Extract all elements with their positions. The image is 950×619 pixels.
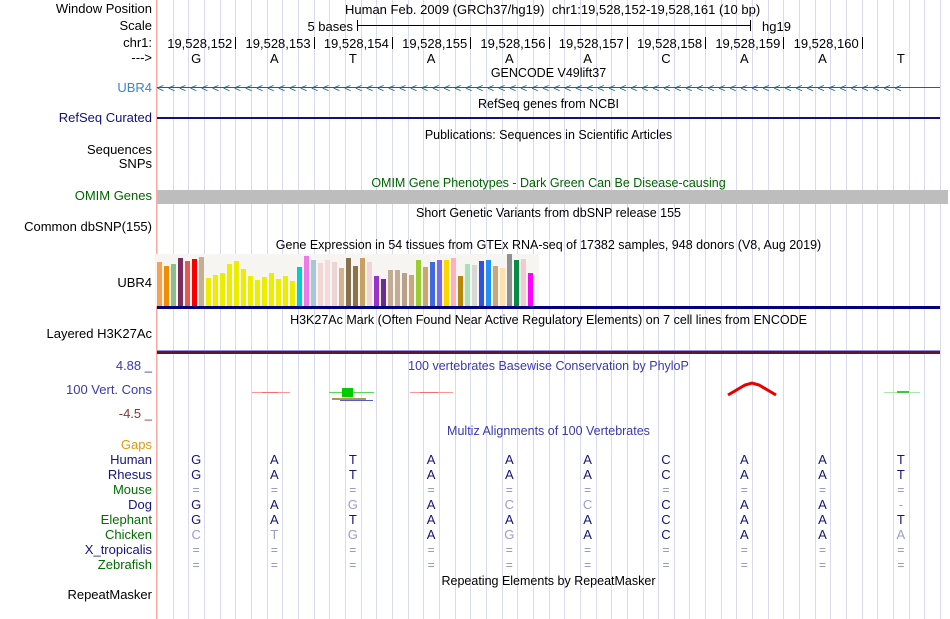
alignment-base: A (426, 512, 436, 527)
alignment-base: C (661, 512, 671, 527)
omim-track-title[interactable]: OMIM Gene Phenotypes - Dark Green Can Be Disease-causing (371, 176, 726, 190)
species-label-mouse[interactable]: Mouse (112, 482, 152, 497)
alignment-base: = (349, 543, 357, 557)
alignment-base: = (270, 558, 278, 572)
alignment-base: = (505, 483, 513, 497)
alignment-base: = (818, 543, 827, 557)
coordinate-tick (705, 37, 706, 49)
gtex-bar[interactable] (157, 262, 162, 306)
coordinate-number: 19,528,160 (793, 36, 859, 51)
coordinate-tick (783, 37, 784, 49)
refseq-track-title[interactable]: RefSeq genes from NCBI (477, 97, 620, 111)
alignment-base: C (582, 497, 593, 512)
alignment-base: = (740, 483, 748, 497)
gtex-bar[interactable] (304, 256, 309, 306)
alignment-base: C (661, 467, 671, 482)
alignment-base: A (818, 467, 827, 482)
alignment-base: = (818, 558, 827, 572)
sequence-base: A (818, 51, 827, 66)
gtex-gene-baseline[interactable] (157, 306, 940, 309)
alignment-base: A (426, 467, 436, 482)
alignment-base: T (896, 452, 905, 467)
sequence-base: A (426, 51, 436, 66)
alignment-base: A (739, 467, 749, 482)
gtex-bar[interactable] (276, 279, 281, 306)
scale-value: 5 bases (307, 19, 353, 34)
gtex-bar[interactable] (465, 264, 470, 306)
alignment-base: = (662, 558, 670, 572)
gtex-bar[interactable] (423, 267, 428, 306)
sequence-base: T (896, 51, 905, 66)
species-label-elephant[interactable]: Elephant (100, 512, 152, 527)
alignment-base: = (192, 483, 200, 497)
gtex-gene-label[interactable]: UBR4 (117, 275, 152, 290)
alignment-base: = (740, 543, 748, 557)
alignment-base: A (504, 452, 514, 467)
gtex-bar[interactable] (395, 270, 400, 306)
alignment-base: T (348, 512, 357, 527)
phylop-line-mark (420, 392, 438, 393)
alignment-base: G (347, 527, 358, 542)
alignment-base: A (270, 467, 279, 482)
alignment-base: G (191, 497, 202, 512)
omim-genes-label[interactable]: OMIM Genes (74, 188, 152, 203)
alignment-base: = (349, 558, 357, 572)
gencode-track-title[interactable]: GENCODE V49lift37 (490, 66, 607, 80)
alignment-base: = (584, 543, 592, 557)
alignment-base: = (349, 483, 357, 497)
alignment-base: G (191, 452, 202, 467)
gtex-bar[interactable] (241, 269, 246, 306)
gtex-bar[interactable] (171, 264, 176, 306)
alignment-base: A (583, 512, 592, 527)
coordinate-tick (470, 37, 471, 49)
alignment-base: A (504, 512, 514, 527)
window-position-label: Window Position (55, 1, 152, 16)
gtex-bar[interactable] (255, 280, 260, 306)
coordinate-tick (235, 37, 236, 49)
coordinate-number: 19,528,159 (715, 36, 781, 51)
phylop-min-value: -4.5 _ (118, 406, 152, 421)
alignment-base: A (818, 512, 827, 527)
sequence-base: C (661, 51, 671, 66)
sequence-base: A (739, 51, 749, 66)
alignment-base: T (896, 467, 905, 482)
alignment-base: C (191, 527, 201, 542)
assembly-tag: hg19 (762, 19, 791, 34)
gtex-bar[interactable] (353, 266, 358, 306)
alignment-base: A (270, 512, 279, 527)
alignment-base: A (818, 497, 827, 512)
alignment-base: = (270, 543, 278, 557)
gtex-bar[interactable] (164, 266, 169, 306)
alignment-base: G (504, 527, 515, 542)
sequence-base: A (504, 51, 514, 66)
species-label-chicken[interactable]: Chicken (105, 527, 152, 542)
omim-gene-bar[interactable] (157, 190, 948, 204)
gtex-bar[interactable] (206, 278, 211, 306)
coordinate-tick (392, 37, 393, 49)
gtex-bar[interactable] (185, 261, 190, 306)
alignment-base: T (270, 527, 279, 542)
gtex-bar[interactable] (269, 273, 274, 306)
alignment-base: = (584, 558, 592, 572)
alignment-base: T (896, 512, 905, 527)
gtex-bar[interactable] (500, 268, 505, 306)
gtex-bar[interactable] (297, 267, 302, 306)
gtex-bar[interactable] (339, 268, 344, 306)
alignment-base: = (897, 558, 905, 572)
gtex-bar[interactable] (367, 262, 372, 306)
gtex-bar[interactable] (507, 254, 512, 306)
publications-track-title[interactable]: Publications: Sequences in Scientific Articles (424, 128, 673, 142)
coordinate-tick (862, 37, 863, 49)
gtex-bar[interactable] (213, 275, 218, 306)
alignment-base: G (191, 512, 202, 527)
coordinate-number: 19,528,152 (167, 36, 233, 51)
alignment-base: = (427, 558, 435, 572)
gtex-bar[interactable] (227, 264, 232, 306)
phylop-line-mark (262, 392, 278, 393)
gtex-bar[interactable] (346, 258, 351, 306)
species-label-rhesus[interactable]: Rhesus (107, 467, 152, 482)
alignment-base: G (191, 467, 202, 482)
gtex-bar[interactable] (458, 276, 463, 306)
snps-label[interactable]: SNPs (118, 156, 152, 171)
coordinate-number: 19,528,154 (323, 36, 389, 51)
gtex-bar[interactable] (290, 281, 295, 306)
chrom-label: chr1: (123, 35, 152, 50)
alignment-base: = (192, 543, 200, 557)
gencode-gene-label[interactable]: UBR4 (117, 80, 152, 95)
alignment-base: A (739, 527, 749, 542)
assembly-title: Human Feb. 2009 (GRCh37/hg19) (345, 2, 545, 17)
alignment-base: A (739, 452, 749, 467)
alignment-base: A (896, 527, 906, 542)
refseq-gene-line[interactable] (157, 117, 940, 119)
gtex-bar[interactable] (192, 259, 197, 306)
gtex-bar[interactable] (409, 275, 414, 306)
phylop-block-mark (342, 388, 353, 397)
alignment-base: C (661, 497, 671, 512)
alignment-base: A (583, 452, 592, 467)
refseq-curated-label[interactable]: RefSeq Curated (58, 110, 152, 125)
alignment-base: A (583, 467, 592, 482)
species-label-human[interactable]: Human (110, 452, 152, 467)
sequence-base: G (191, 51, 202, 66)
alignment-base: - (898, 497, 904, 512)
gtex-bar[interactable] (437, 260, 442, 306)
alignment-base: A (270, 497, 279, 512)
gtex-bar[interactable] (332, 262, 337, 306)
repeatmasker-label[interactable]: RepeatMasker (67, 587, 152, 602)
alignment-base: = (505, 543, 513, 557)
gtex-bar[interactable] (493, 266, 498, 306)
gtex-bar[interactable] (479, 261, 484, 306)
gtex-bar[interactable] (283, 276, 288, 306)
repeatmasker-track-title[interactable]: Repeating Elements by RepeatMasker (441, 574, 656, 588)
h3k27ac-label[interactable]: Layered H3K27Ac (46, 326, 152, 341)
alignment-base: G (347, 497, 358, 512)
alignment-base: C (504, 497, 514, 512)
gtex-bar[interactable] (416, 260, 421, 306)
gtex-bar[interactable] (514, 260, 519, 306)
sequence-base: T (348, 51, 357, 66)
phylop-track-title[interactable]: 100 vertebrates Basewise Conservation by PhyloP (408, 359, 689, 373)
base-position-gridline (940, 0, 941, 619)
phylop-line-mark (340, 400, 373, 401)
alignment-base: = (662, 483, 670, 497)
scale-bar-tick-left (357, 20, 358, 31)
coordinate-tick (314, 37, 315, 49)
phylop-label[interactable]: 100 Vert. Cons (66, 382, 152, 397)
sequences-label[interactable]: Sequences (86, 142, 152, 157)
gtex-bar[interactable] (430, 262, 435, 306)
alignment-base: A (583, 527, 592, 542)
gtex-bar[interactable] (234, 261, 239, 306)
alignment-base: = (740, 558, 748, 572)
alignment-base: A (818, 452, 827, 467)
phylop-peak-caret (726, 380, 778, 397)
multiz-track-title[interactable]: Multiz Alignments of 100 Vertebrates (447, 424, 650, 438)
phylop-line-mark (897, 391, 909, 393)
sequence-base: A (270, 51, 279, 66)
gtex-bar[interactable] (472, 265, 477, 306)
alignment-base: = (897, 483, 905, 497)
alignment-base: = (662, 543, 670, 557)
dbsnp-track-title[interactable]: Short Genetic Variants from dbSNP release 155 (416, 206, 681, 220)
gtex-bar[interactable] (199, 257, 204, 306)
alignment-base: T (348, 467, 357, 482)
gtex-bar[interactable] (381, 279, 386, 306)
alignment-base: A (426, 452, 436, 467)
gtex-bar[interactable] (388, 270, 393, 306)
gencode-strand-arrows[interactable]: <<<<<<<<<<<<<<<<<<<<<<<<<<<<<<<<<<<<<<<<<<<<<<<<<<<<<<<<<<<<<<<<<<<< (157, 81, 906, 95)
gtex-bar[interactable] (311, 260, 316, 306)
alignment-base: C (661, 452, 671, 467)
gtex-bar[interactable] (178, 258, 183, 306)
gtex-bar[interactable] (486, 260, 491, 306)
alignment-base: = (584, 483, 592, 497)
alignment-base: A (270, 452, 279, 467)
strand-direction-label[interactable]: ---> (131, 50, 152, 65)
gtex-bar[interactable] (521, 259, 526, 306)
species-label-x_tropicalis[interactable]: X_tropicalis (84, 542, 152, 557)
gtex-bar[interactable] (528, 273, 533, 306)
gtex-bar[interactable] (325, 260, 330, 306)
scale-label: Scale (119, 18, 152, 33)
alignment-base: = (427, 483, 435, 497)
sequence-base: A (583, 51, 592, 66)
coordinate-number: 19,528,155 (402, 36, 468, 51)
gtex-bar[interactable] (451, 258, 456, 306)
gtex-track-title[interactable]: Gene Expression in 54 tissues from GTEx RNA-seq of 17382 samples, 948 donors (V8, Aug 2019) (275, 238, 822, 252)
alignment-base: A (426, 527, 436, 542)
alignment-base: A (504, 467, 514, 482)
gtex-bar[interactable] (374, 276, 379, 306)
coordinate-number: 19,528,158 (637, 36, 703, 51)
gtex-bar[interactable] (262, 277, 267, 306)
phylop-max-value: 4.88 _ (115, 358, 152, 373)
coordinate-number: 19,528,156 (480, 36, 546, 51)
alignment-base: A (426, 497, 436, 512)
alignment-base: A (739, 512, 749, 527)
coordinate-number: 19,528,157 (558, 36, 624, 51)
alignment-base: = (427, 543, 435, 557)
alignment-base: = (192, 558, 200, 572)
scale-bar-line (357, 25, 751, 26)
alignment-base: A (739, 497, 749, 512)
h3k27ac-track-title[interactable]: H3K27Ac Mark (Often Found Near Active Regulatory Elements) on 7 cell lines from ENCODE (290, 313, 807, 327)
scale-bar-tick-right (750, 20, 751, 31)
gtex-bar[interactable] (248, 276, 253, 306)
coordinate-tick (549, 37, 550, 49)
gaps-label[interactable]: Gaps (120, 437, 152, 452)
gtex-bar[interactable] (444, 260, 449, 306)
gtex-bar[interactable] (318, 263, 323, 306)
alignment-base: = (505, 558, 513, 572)
coordinate-number: 19,528,153 (245, 36, 311, 51)
alignment-base: T (348, 452, 357, 467)
alignment-base: = (818, 483, 827, 497)
position-title: chr1:19,528,152-19,528,161 (10 bp) (552, 2, 761, 17)
species-label-dog[interactable]: Dog (128, 497, 152, 512)
h3k27ac-signal-line[interactable] (157, 351, 940, 354)
alignment-base: A (818, 527, 827, 542)
gtex-bar[interactable] (402, 273, 407, 306)
alignment-base: = (897, 543, 905, 557)
gtex-bar[interactable] (220, 273, 225, 306)
alignment-base: = (270, 483, 278, 497)
coordinate-tick (627, 37, 628, 49)
alignment-base: C (661, 527, 671, 542)
species-label-zebrafish[interactable]: Zebrafish (97, 557, 152, 572)
dbsnp-label[interactable]: Common dbSNP(155) (24, 219, 152, 234)
gtex-bar[interactable] (360, 258, 365, 306)
